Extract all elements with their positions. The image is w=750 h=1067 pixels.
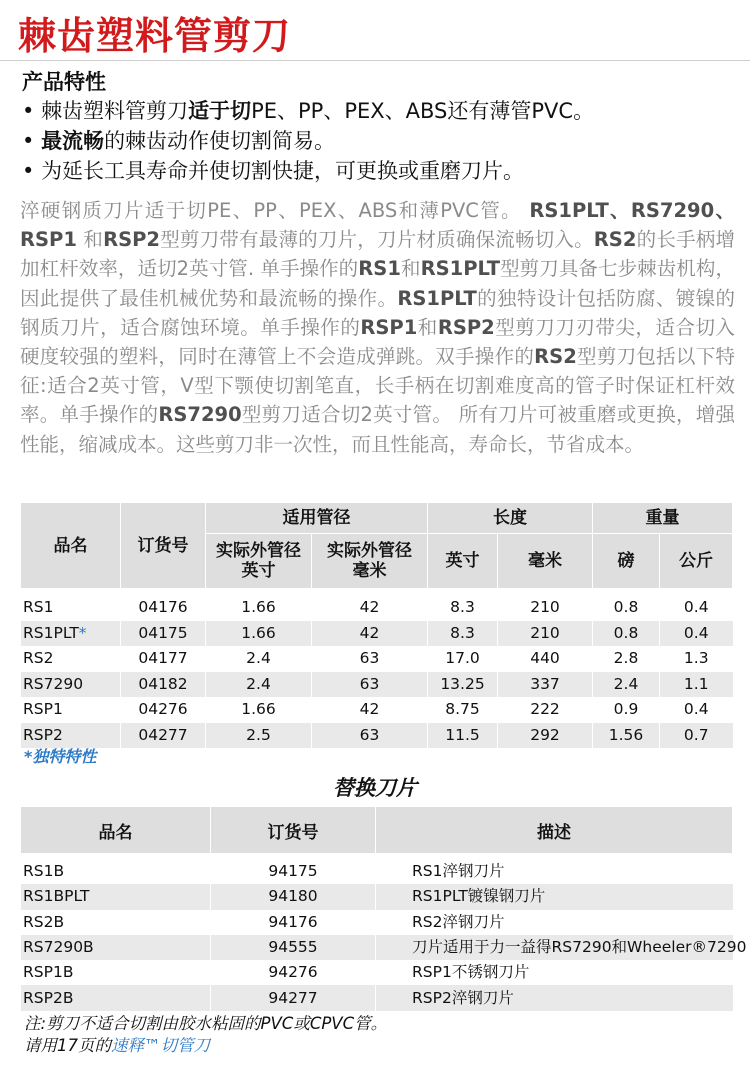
cell-wt-kg: 0.7 [660,723,733,749]
cell-pipe-mm: 63 [312,672,428,698]
cell-order: 04277 [121,723,206,749]
col-header-desc: 描述 [376,807,733,854]
spec-footnote: *独特特性 [24,747,97,766]
cell-order: 04175 [121,621,206,647]
cell-len-in: 11.5 [428,723,498,749]
cell-len-in: 8.3 [428,589,498,621]
page-title: 棘齿塑料管剪刀 [18,14,292,58]
cell-wt-kg: 1.1 [660,672,733,698]
col-header-len-mm: 毫米 [498,534,593,589]
cell-pipe-mm: 42 [312,697,428,723]
cell-order: 04177 [121,646,206,672]
cell-len-mm: 222 [498,697,593,723]
cell-desc: RSP1不锈钢刀片 [376,960,733,985]
intro-paragraph: 淬硬钢质刀片适于切PE、PP、PEX、ABS和薄PVC管。 RS1PLT、RS7290、RSP1 和RSP2型剪刀带有最薄的刀片，刀片材质确保流畅切入。RS2的长手柄增加杠杆效率，适切2英寸管. 单手操作的RS1和RS1PLT型剪刀具备七步棘齿机构，因此提供了最佳机械优势和最流畅的操作。RS1PLT的独特设计包括防腐、镀镍的钢质刀片，适合腐蚀环境。单手操作的RSP1和RSP2型剪刀刀刃带尖，适合切入硬度较强的塑料，同时在薄管上不会造成弹跳。双手操作的RS2型剪刀包括以下特征:适合2英寸管，V型下颚使切割笔直，长手柄在切割难度高的管子时保证杠杆效率。单手操作的RS7290型剪刀适合切2英寸管。 所有刀片可被重磨或更换，增强性能，缩减成本。这些剪刀非一次性，而且性能高，寿命长，节省成本。 [20,199,735,456]
table-row [21,884,733,909]
cell-order: 94276 [211,960,376,985]
cell-len-mm: 440 [498,646,593,672]
cell-len-mm: 210 [498,589,593,621]
cell-pipe-in: 2.4 [206,646,312,672]
cell-desc: RS1淬钢刀片 [376,854,733,885]
col-header-wt-lb: 磅 [593,534,660,589]
cell-len-in: 8.3 [428,621,498,647]
cell-name: RS2 [21,646,121,672]
cell-name: RSP2 [21,723,121,749]
feature-item: • 为延长工具寿命并使切割快捷，可更换或重磨刀片。 [22,159,525,183]
footer-note [24,1013,387,1057]
cell-len-in: 13.25 [428,672,498,698]
col-group-length: 长度 [428,503,593,534]
cell-wt-lb: 1.56 [593,723,660,749]
col-header-name: 品名 [21,807,211,854]
quick-release-link[interactable]: 速释™切管刀 [111,1036,210,1055]
cell-name: RS7290B [21,935,211,960]
cell-wt-lb: 0.8 [593,621,660,647]
col-header-order: 订货号 [211,807,376,854]
cell-len-in: 8.75 [428,697,498,723]
cell-order: 94175 [211,854,376,885]
table-row [21,935,733,960]
cell-desc: RSP2淬钢刀片 [376,985,733,1010]
cell-pipe-mm: 63 [312,646,428,672]
cell-pipe-in: 2.5 [206,723,312,749]
cell-pipe-in: 1.66 [206,697,312,723]
cell-wt-kg: 0.4 [660,697,733,723]
cell-desc: RS1PLT镀镍钢刀片 [376,884,733,909]
col-group-pipe: 适用管径 [206,503,428,534]
cell-len-mm: 337 [498,672,593,698]
cell-wt-kg: 0.4 [660,621,733,647]
feature-text: 棘齿塑料管剪刀 [41,99,189,123]
cell-name: RS1 [21,589,121,621]
cell-order: 94555 [211,935,376,960]
feature-text: 的棘齿动作使切割简易。 [104,129,336,153]
replacement-title: 替换刀片 [333,776,417,800]
feature-item: • 棘齿塑料管剪刀适于切PE、PP、PEX、ABS还有薄管PVC。 [22,99,595,123]
col-header-pipe-in: 实际外管径英寸 [206,534,312,589]
col-header-order: 订货号 [121,503,206,589]
cell-name: RS2B [21,910,211,935]
cell-wt-kg: 1.3 [660,646,733,672]
cell-order: 04182 [121,672,206,698]
feature-emphasis: 最流畅 [41,129,105,153]
cell-wt-lb: 0.8 [593,589,660,621]
footer-line: 注:剪刀不适合切割由胶水粘固的PVC或CPVC管。 [24,1014,388,1033]
cell-name: RS1PLT* [21,621,121,647]
features-list [22,96,742,186]
col-header-pipe-mm: 实际外管径毫米 [312,534,428,589]
col-group-weight: 重量 [593,503,733,534]
cell-pipe-mm: 63 [312,723,428,749]
cell-name: RSP1 [21,697,121,723]
table-row [21,646,733,672]
cell-desc: 刀片适用于力一益得RS7290和Wheeler®7290 [376,935,733,960]
col-header-name: 品名 [21,503,121,589]
cell-pipe-in: 2.4 [206,672,312,698]
table-row [21,960,733,985]
cell-order: 04276 [121,697,206,723]
cell-len-in: 17.0 [428,646,498,672]
cell-wt-lb: 2.8 [593,646,660,672]
cell-order: 94176 [211,910,376,935]
table-row [21,697,733,723]
col-header-len-in: 英寸 [428,534,498,589]
feature-text: 为延长工具寿命并使切割快捷，可更换或重磨刀片。 [41,159,525,183]
table-row [21,621,733,647]
features-heading: 产品特性 [22,70,106,94]
table-row [21,985,733,1010]
replacement-table [20,806,747,1011]
table-row [21,672,733,698]
footer-line: 请用17页的速释™切管刀 [24,1036,210,1055]
cell-len-mm: 292 [498,723,593,749]
cell-name: RS7290 [21,672,121,698]
cell-name: RSP1B [21,960,211,985]
table-row [21,589,733,621]
cell-order: 04176 [121,589,206,621]
cell-name: RS1B [21,854,211,885]
table-row [21,723,733,749]
col-header-wt-kg: 公斤 [660,534,733,589]
title-divider [0,60,750,61]
cell-name: RSP2B [21,985,211,1010]
table-row [21,910,733,935]
spec-table [20,502,733,748]
cell-pipe-mm: 42 [312,621,428,647]
cell-name: RS1BPLT [21,884,211,909]
feature-text: PE、PP、PEX、ABS还有薄管PVC。 [251,99,595,123]
cell-len-mm: 210 [498,621,593,647]
cell-wt-lb: 0.9 [593,697,660,723]
cell-order: 94277 [211,985,376,1010]
feature-emphasis: 适于切 [188,99,252,123]
feature-item: • 最流畅的棘齿动作使切割简易。 [22,129,336,153]
cell-wt-lb: 2.4 [593,672,660,698]
table-row [21,854,733,885]
cell-pipe-mm: 42 [312,589,428,621]
cell-order: 94180 [211,884,376,909]
cell-pipe-in: 1.66 [206,589,312,621]
cell-wt-kg: 0.4 [660,589,733,621]
cell-desc: RS2淬钢刀片 [376,910,733,935]
cell-pipe-in: 1.66 [206,621,312,647]
